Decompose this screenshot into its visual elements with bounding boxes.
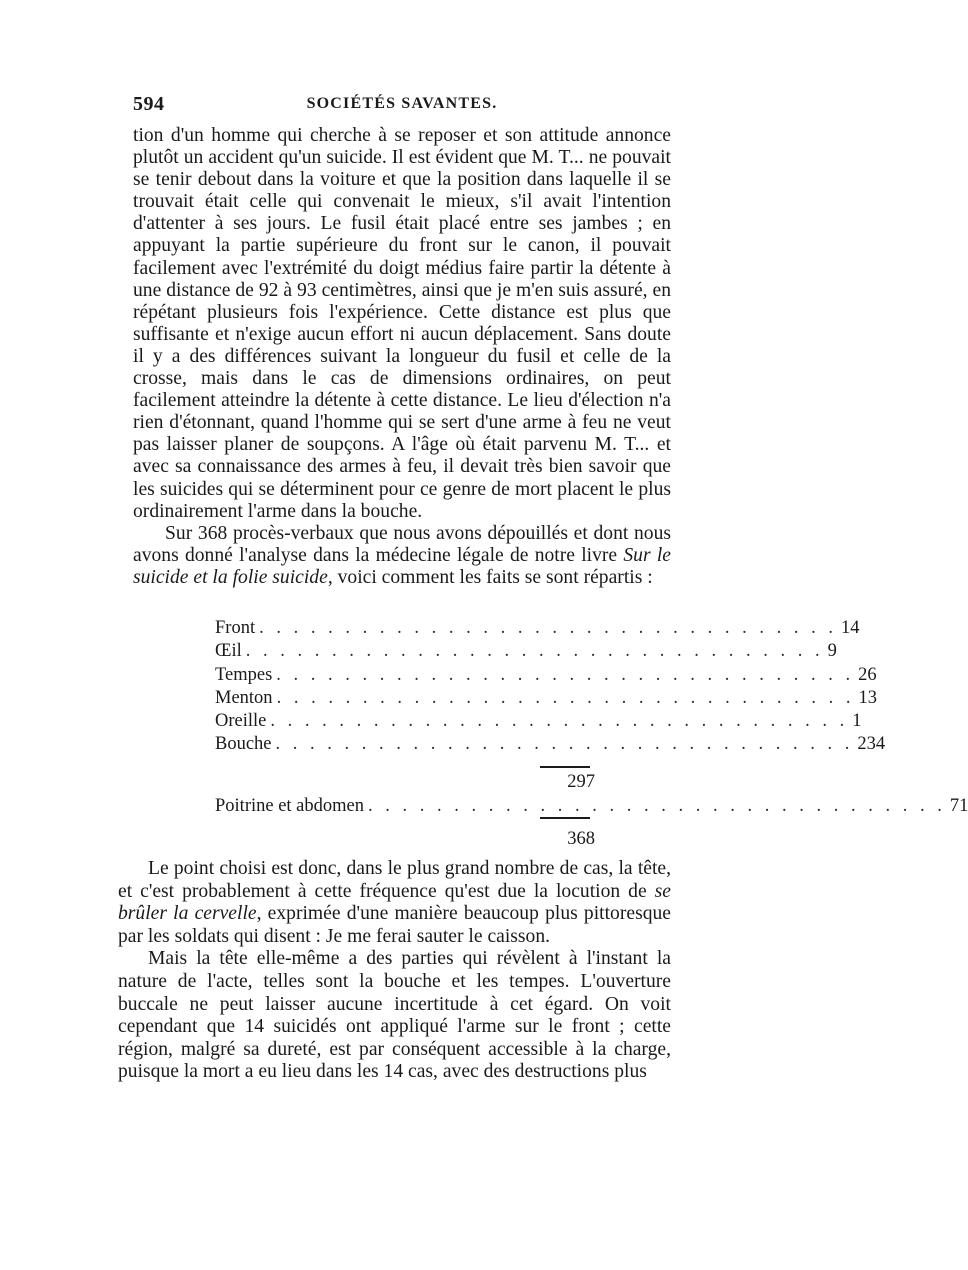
row-label: Oreille [215,711,267,732]
book-title-italic: Sur le suicide et la folie suicide [133,544,671,588]
table-row [215,687,877,710]
total-rule [540,817,590,819]
paragraph-sources [133,523,671,589]
leader-dots: . . . . . . . . . . . . . . . . . . . . . . . . . . . . . . . . . . [368,795,946,816]
leader-dots: . . . . . . . . . . . . . . . . . . . . . . . . . . . . . . . . . . [276,664,855,685]
leader-dots: . . . . . . . . . . . . . . . . . . . . . . . . . . . . . . . . . . [270,711,849,732]
row-label: Poitrine et abdomen [215,795,364,816]
statistics-table [215,617,968,852]
row-value: 13 [858,687,877,708]
paragraph-sources-text-b: , voici comment les faits se sont répartis : [327,566,653,588]
table-row [215,795,968,818]
paragraph-conclusion-text-a: Le point choisi est donc, dans le plus grand nombre de cas, la tête, et c'est probablement à cette fréquence qu'est due la locution de [118,858,671,902]
running-title: SOCIÉTÉS SAVANTES. [306,95,498,112]
table-row [215,664,877,687]
total-value: 368 [567,829,595,850]
row-label: Bouche [215,734,272,755]
leader-dots: . . . . . . . . . . . . . . . . . . . . . . . . . . . . . . . . . . [276,687,855,708]
subtotal-value: 297 [567,771,595,792]
row-value: 9 [827,641,837,662]
paragraph-sources-text-a: Sur 368 procès-verbaux que nous avons dépouillés et dont nous avons donné l'analyse dans la médecine légale de notre livre [133,522,671,566]
paragraph-conclusion [118,858,671,948]
upper-text-block [133,125,671,589]
lower-text-block [118,858,671,1084]
row-value: 26 [858,664,877,685]
row-label: Œil [215,641,242,662]
page-header [133,93,671,119]
total-row [215,826,595,852]
subtotal-rule [540,766,590,768]
leader-dots: . . . . . . . . . . . . . . . . . . . . . . . . . . . . . . . . . . [259,618,837,638]
table-row [215,710,862,733]
leader-dots: . . . . . . . . . . . . . . . . . . . . . . . . . . . . . . . . . . [275,734,854,755]
paragraph-head-parts: Mais la tête elle-même a des parties qui révèlent à l'instant la nature de l'acte, telles sont la bouche et les tempes. L'ouverture buccale ne peut laisser aucune incertitude à cet égard. On voit cependant que 14 suicidés ont appliqué l'arme sur le front ; cette région, malgré sa dureté, est par conséquent accessible à la charge, puisque la mort a eu lieu dans les 14 cas, avec des destructions plus [118,948,671,1083]
locution-italic: se brûler la cervelle [118,880,671,925]
row-value: 71 [949,795,968,816]
page-number: 594 [133,93,165,115]
table-row [215,733,886,756]
row-label: Front [215,618,256,638]
subtotal-row [215,769,595,795]
table-row [215,640,837,663]
paragraph-continued: tion d'un homme qui cherche à se reposer et son attitude annonce plutôt un accident qu'un suicide. Il est évident que M. T... ne pouvait se tenir debout dans la voiture et que la position dans laquelle il se trouvait était celle qui convenait le mieux, s'il avait l'intention d'attenter à ses jours. Le fusil était placé entre ses jambes ; en appuyant la partie supérieure du front sur le canon, il pouvait facilement avec l'extrémité du doigt médius faire partir la détente à une distance de 92 à 93 centimètres, ainsi que je m'en suis assuré, en répétant plusieurs fois l'expérience. Cette distance est plus que suffisante et n'exige aucun effort ni aucun déplacement. Sans doute il y a des différences suivant la longueur du fusil et celle de la crosse, mais dans le cas de dimensions ordinaires, on peut facilement atteindre la détente à cette distance. Le lieu d'élection n'a rien d'étonnant, quand l'homme qui se sert d'une arme à feu ne veut pas laisser planer de soupçons. A l'âge où était parvenu M. T... et avec sa connaissance des armes à feu, il devait très bien savoir que les suicides qui se déterminent pour ce genre de mort placent le plus ordinairement l'arme dans la bouche. [133,125,671,522]
paragraph-conclusion-text-b: , exprimée d'une manière beaucoup plus pittoresque par les soldats qui disent : Je me ferai sauter le caisson. [118,903,671,947]
row-value: 14 [840,618,860,638]
table-row [215,617,860,640]
row-value: 234 [857,734,886,755]
row-label: Menton [215,687,273,708]
row-value: 1 [852,711,862,732]
row-label: Tempes [215,664,273,685]
leader-dots: . . . . . . . . . . . . . . . . . . . . . . . . . . . . . . . . . . [245,641,824,662]
